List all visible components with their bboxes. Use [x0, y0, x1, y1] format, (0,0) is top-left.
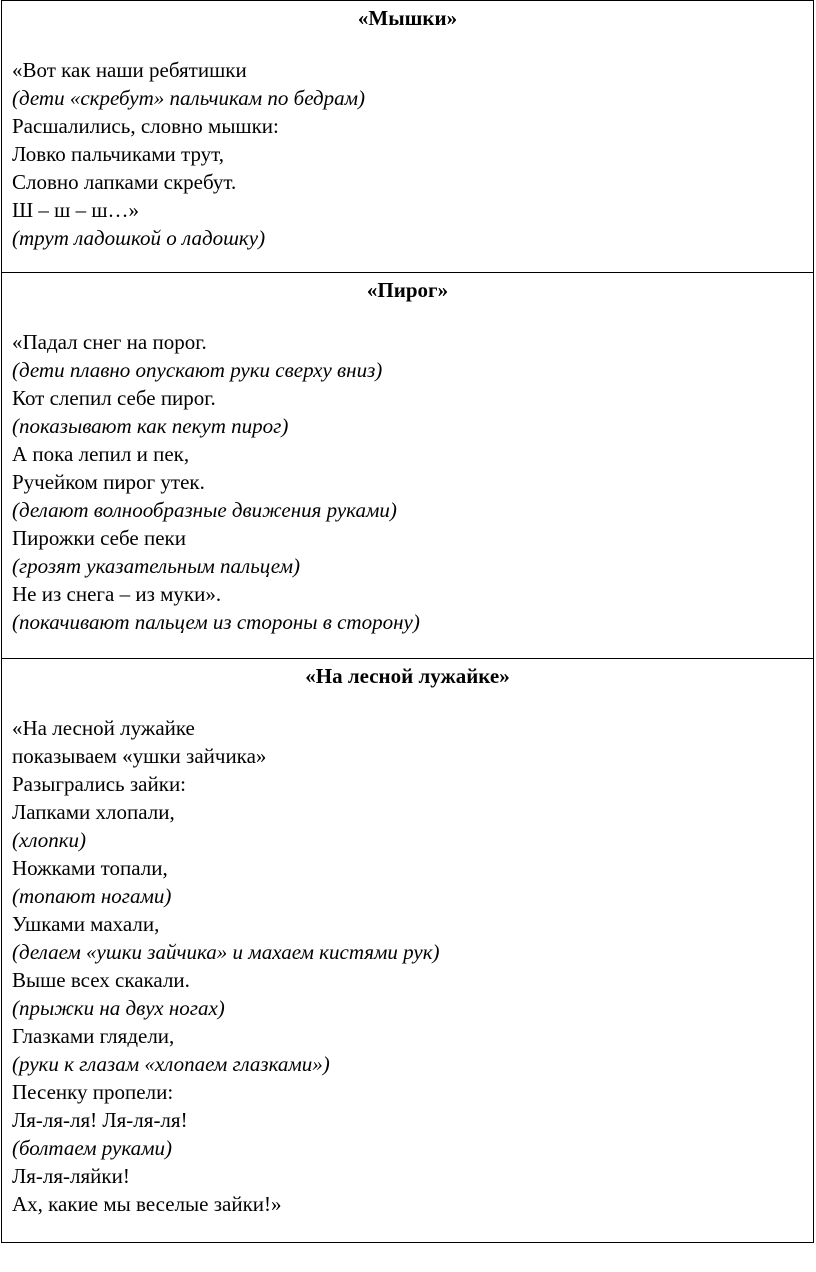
- stage-direction: (прыжки на двух ногах): [12, 996, 225, 1020]
- stage-direction: (дети «скребут» пальчикам по бедрам): [12, 86, 366, 110]
- poems-table: [1, 0, 814, 1243]
- stage-direction: (грозят указательным пальцем): [12, 554, 300, 578]
- stage-direction: (делают волнообразные движения руками): [12, 498, 397, 522]
- poem-line: Ля-ля-ляйки!: [12, 1164, 130, 1188]
- poem-line: показываем «ушки зайчика»: [12, 744, 267, 768]
- poem-line: «На лесной лужайке: [12, 716, 195, 740]
- poem-line: Расшалились, словно мышки:: [12, 114, 279, 138]
- poem-line: Ах, какие мы веселые зайки!»: [12, 1192, 282, 1216]
- poem-line: А пока лепил и пек,: [12, 442, 190, 466]
- stage-direction: (трут ладошкой о ладошку): [12, 226, 266, 250]
- poem-title: «Пирог»: [366, 278, 449, 302]
- stage-direction: (болтаем руками): [12, 1136, 173, 1160]
- stage-direction: (покачивают пальцем из стороны в сторону): [12, 610, 420, 634]
- stage-direction: (хлопки): [12, 828, 87, 852]
- poem-line: «Вот как наши ребятишки: [12, 58, 247, 82]
- poem-lines: [2, 690, 813, 1218]
- poem-line: Песенку пропели:: [12, 1080, 174, 1104]
- poem-lines: [2, 304, 813, 636]
- poem-line: Выше всех скакали.: [12, 968, 190, 992]
- poem-line: Ручейком пирог утек.: [12, 470, 205, 494]
- stage-direction: (показывают как пекут пирог): [12, 414, 289, 438]
- poem-line: Не из снега – из муки».: [12, 582, 222, 606]
- poem-line: Кот слепил себе пирог.: [12, 386, 216, 410]
- poem-line: Словно лапками скребут.: [12, 170, 237, 194]
- stage-direction: (топают ногами): [12, 884, 172, 908]
- poem-line: Ля-ля-ля! Ля-ля-ля!: [12, 1108, 188, 1132]
- poem-line: Ножками топали,: [12, 856, 168, 880]
- poem-cell-pirog: [2, 273, 814, 659]
- poem-line: Глазками глядели,: [12, 1024, 175, 1048]
- poem-line: Лапками хлопали,: [12, 800, 175, 824]
- stage-direction: (дети плавно опускают руки сверху вниз): [12, 358, 383, 382]
- poem-line: Ушками махали,: [12, 912, 160, 936]
- stage-direction: (руки к глазам «хлопаем глазками»): [12, 1052, 330, 1076]
- poem-lines: [2, 32, 813, 252]
- poem-line: Разыгрались зайки:: [12, 772, 187, 796]
- poem-cell-na-lesnoy-luzhayke: [2, 659, 814, 1243]
- poem-line: Ловко пальчиками трут,: [12, 142, 225, 166]
- poem-title: «На лесной лужайке»: [305, 664, 510, 688]
- poem-cell-myshki: [2, 1, 814, 273]
- poem-title: «Мышки»: [357, 6, 458, 30]
- poem-line: «Падал снег на порог.: [12, 330, 207, 354]
- poem-line: Пирожки себе пеки: [12, 526, 186, 550]
- stage-direction: (делаем «ушки зайчика» и махаем кистями рук): [12, 940, 440, 964]
- poem-line: Ш – ш – ш…»: [12, 198, 140, 222]
